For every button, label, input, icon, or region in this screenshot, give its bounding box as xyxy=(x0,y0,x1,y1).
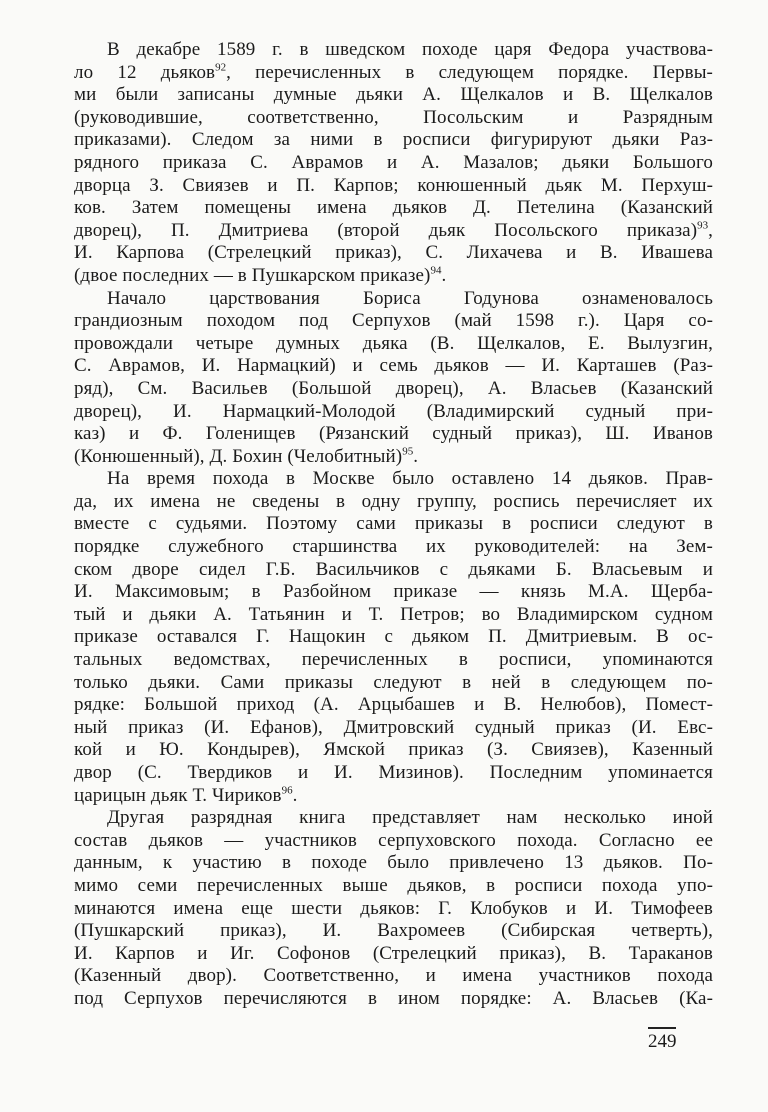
text-line: На время похода в Москве было оставлено 14 дьяков. Прав- xyxy=(107,468,713,490)
text-line: грандиозным походом под Серпухов (май 1598 г.). Царя со- xyxy=(74,310,713,332)
page-number: 249 xyxy=(648,1027,676,1053)
text-line: (Конюшенный), Д. Бохин (Челобитный)$^{95}$. xyxy=(74,445,419,467)
text-line: данным, к участию в походе было привлечено 13 дьяков. По- xyxy=(74,852,713,874)
text-line: состав дьяков — участников серпуховского похода. Согласно ее xyxy=(74,829,713,851)
text-line: дворца З. Свиязев и П. Карпов; конюшенный дьяк М. Перхуш- xyxy=(74,174,713,196)
text-line: вместе с судьями. Поэтому сами приказы в росписи следуют в xyxy=(74,513,713,535)
text-line: приказами). Следом за ними в росписи фигурируют дьяки Раз- xyxy=(74,129,713,151)
footnote-ref: 96 xyxy=(281,784,293,797)
text-line: тальных ведомствах, перечисленных в росписи, упоминаются xyxy=(74,649,713,671)
text-line: рядке: Большой приход (А. Арцыбашев и В. Нелюбов), Помест- xyxy=(74,694,713,716)
text-line: провождали четыре думных дьяка (В. Щелкалов, Е. Вылузгин, xyxy=(74,332,713,354)
text-line: каз) и Ф. Голенищев (Рязанский судный приказ), Ш. Иванов xyxy=(74,423,713,445)
footnote-ref: 94 xyxy=(430,264,442,277)
footnote-ref: 92 xyxy=(215,61,227,74)
text-line: С. Аврамов, И. Нармацкий) и семь дьяков — И. Карташев (Раз- xyxy=(74,355,713,377)
text-line: дворец), И. Нармацкий-Молодой (Владимирский судный при- xyxy=(74,400,713,422)
text-line: Другая разрядная книга представляет нам несколько иной xyxy=(107,807,713,829)
text-line: ми были записаны думные дьяки А. Щелкалов и В. Щелкалов xyxy=(74,84,713,106)
text-line: (руководившие, соответственно, Посольским и Разрядным xyxy=(74,106,713,128)
paragraph xyxy=(74,288,713,469)
paragraph xyxy=(74,39,713,288)
paragraph xyxy=(74,468,713,807)
text-line: Начало царствования Бориса Годунова ознаменовалось xyxy=(107,287,713,309)
page-text xyxy=(74,39,713,1011)
text-line: (Пушкарский приказ), И. Вахромеев (Сибирская четверть), xyxy=(74,920,713,942)
footnote-ref: 93 xyxy=(697,219,709,232)
text-line: кой и Ю. Кондырев), Ямской приказ (З. Свиязев), Казенный xyxy=(74,739,713,761)
text-line: минаются имена еще шести дьяков: Г. Клобуков и И. Тимофеев xyxy=(74,897,713,919)
text-line: И. Карпов и Иг. Софонов (Стрелецкий приказ), В. Тараканов xyxy=(74,942,713,964)
text-line: ском дворе сидел Г.Б. Васильчиков с дьяками Б. Власьевым и xyxy=(74,558,713,580)
footnote-ref: 95 xyxy=(402,445,414,458)
text-line: под Серпухов перечисляются в ином порядке: А. Власьев (Ка- xyxy=(74,987,713,1009)
text-line: ный приказ (И. Ефанов), Дмитровский судный приказ (И. Евс- xyxy=(74,716,713,738)
text-line: дворец), П. Дмитриева (второй дьяк Посольского приказа)$^{93}$, xyxy=(74,219,713,241)
text-line: рядного приказа С. Аврамов и А. Мазалов; дьяки Большого xyxy=(74,151,713,173)
text-line: И. Карпова (Стрелецкий приказ), С. Лихачева и В. Ивашева xyxy=(74,242,713,264)
text-line: ло 12 дьяков$^{92}$, перечисленных в следующем порядке. Первы- xyxy=(74,61,713,83)
text-line: царицын дьяк Т. Чириков$^{96}$. xyxy=(74,784,298,806)
text-line: ков. Затем помещены имена дьяков Д. Петелина (Казанский xyxy=(74,197,713,219)
text-line: только дьяки. Сами приказы следуют в ней в следующем по- xyxy=(74,671,713,693)
text-line: (двое последних — в Пушкарском приказе)$^{94}$. xyxy=(74,264,447,286)
text-line: да, их имена не сведены в одну группу, роспись перечисляет их xyxy=(74,490,713,512)
text-line: мимо семи перечисленных выше дьяков, в росписи похода упо- xyxy=(74,874,713,896)
text-line: ряд), См. Васильев (Большой дворец), А. Власьев (Казанский xyxy=(74,377,713,399)
text-line: И. Максимовым; в Разбойном приказе — князь М.А. Щерба- xyxy=(74,581,713,603)
text-line: приказе оставался Г. Нащокин с дьяком П. Дмитриевым. В ос- xyxy=(74,626,713,648)
text-line: порядке служебного старшинства их руководителей: на Зем- xyxy=(74,536,713,558)
text-line: (Казенный двор). Соответственно, и имена участников похода xyxy=(74,965,713,987)
text-line: двор (С. Твердиков и И. Мизинов). Последним упоминается xyxy=(74,762,713,783)
text-line: В декабре 1589 г. в шведском походе царя Федора участвова- xyxy=(107,39,713,60)
text-line: тый и дьяки А. Татьянин и Т. Петров; во Владимирском судном xyxy=(74,603,713,625)
paragraph xyxy=(74,807,713,1010)
